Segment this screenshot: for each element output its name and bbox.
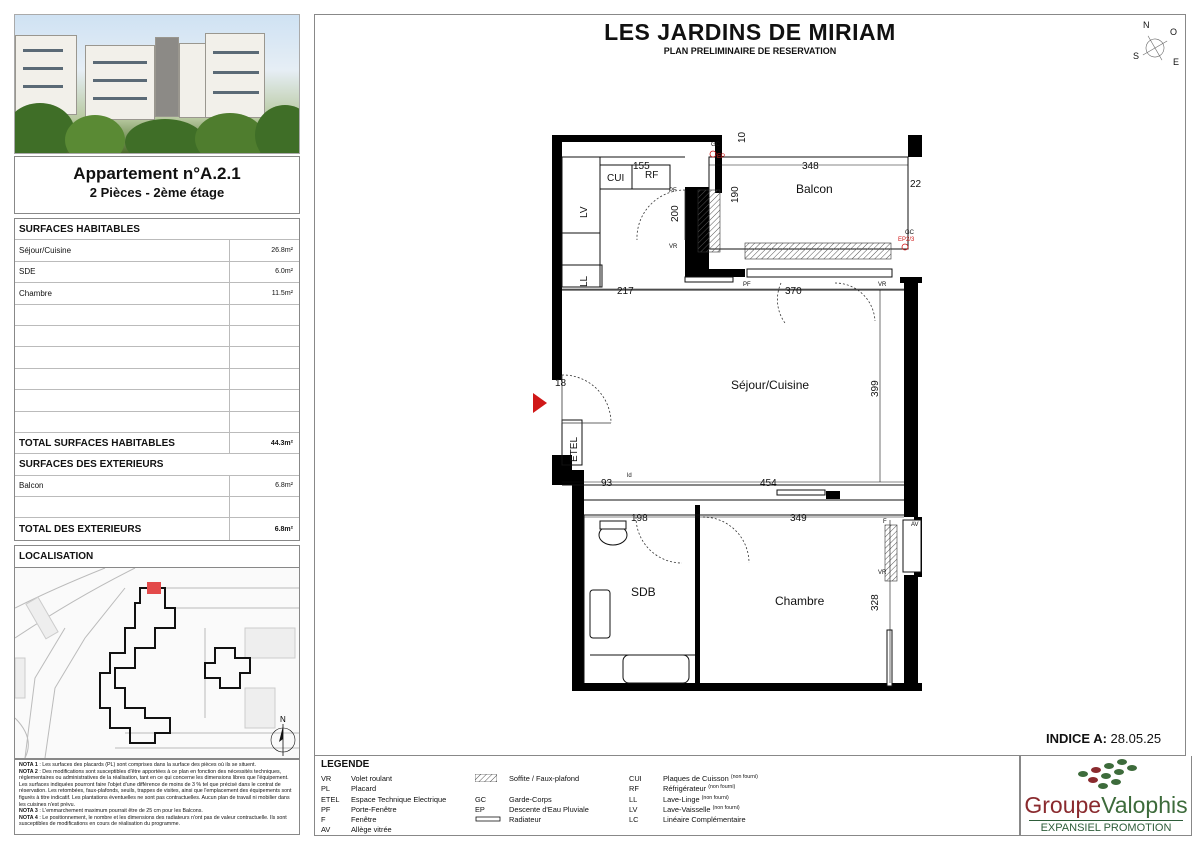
- svg-text:O: O: [1170, 27, 1178, 37]
- surfaces-table: [14, 218, 300, 541]
- soffit: [745, 243, 891, 259]
- svg-text:N: N: [1143, 20, 1150, 30]
- apartment-title: Appartement n°A.2.1: [73, 164, 241, 183]
- radiators: [685, 277, 892, 686]
- plan-frame: [314, 14, 1186, 756]
- north-label: N: [280, 714, 286, 724]
- legend-col-2: Soffite / Faux-plafond GC Garde-Corps EP Descente d'Eau Pluviale Radiateur: [475, 774, 589, 825]
- svg-text:155: 155: [633, 161, 650, 172]
- table-row: [15, 497, 299, 518]
- logo-subtitle: EXPANSIEL PROMOTION: [1029, 820, 1183, 834]
- svg-text:399: 399: [870, 380, 881, 397]
- table-row: [15, 305, 299, 326]
- floor-plan: [315, 15, 1187, 757]
- svg-text:18: 18: [555, 378, 567, 389]
- svg-text:328: 328: [870, 594, 881, 611]
- svg-text:ld: ld: [627, 473, 632, 479]
- info-panel: [14, 14, 300, 759]
- svg-text:348: 348: [802, 161, 819, 172]
- bathroom-fixtures: [590, 521, 689, 683]
- svg-text:22: 22: [910, 179, 922, 190]
- svg-text:VR: VR: [878, 282, 887, 288]
- svg-text:E: E: [1173, 57, 1180, 67]
- apartment-subtitle: 2 Pièces - 2ème étage: [89, 185, 225, 200]
- indice: INDICE A: 28.05.25: [1046, 731, 1162, 746]
- svg-text:454: 454: [760, 478, 777, 489]
- svg-text:PF: PF: [743, 282, 751, 288]
- entry-arrow-icon: [533, 393, 547, 413]
- soffit: [698, 190, 720, 252]
- svg-text:PF: PF: [669, 188, 677, 194]
- svg-text:ETEL: ETEL: [569, 436, 580, 462]
- room-sejour-label: Séjour/Cuisine: [731, 378, 810, 392]
- notes: NOTA 1 : Les surfaces des placards (PL) sont comprises dans la surface des pièces où ils se situent. NOTA 2 : Des modifications sont susceptibles d'être apportées à ce plan en fonction des nécessités techniques, réglementaires ou administratives de la réalisation, tant en ce qui concerne les dimensions libres que l'équipement. Les surfaces indiquées pourront faire l'objet d'une différence de moins de 3 % tel que précisé dans le contrat de réservation. Les retombées, faux-plafonds, seuils, trappes de visites, ainsi que l'emplacement des équipements sont figurés à titre indicatif. Les plantations éventuelles ne sont pas contractuelles. Aucun plan de travail ni mobilier dans les cuisines n'est prévu. NOTA 3 : L'emmarchement maximum pourrait être de 25 cm pour les Balcons. NOTA 4 : Le positionnement, le nombre et les dimensions des radiateurs n'ont pas de valeur contractuelle. Ils sont susceptibles de modifications en cours de réalisation du programme.: [14, 759, 300, 835]
- svg-text:CUI: CUI: [607, 173, 625, 184]
- svg-text:GC: GC: [905, 230, 914, 236]
- legend-title: LEGENDE: [321, 759, 370, 770]
- hatch-icon: [475, 774, 497, 782]
- building-photo: [14, 14, 300, 154]
- svg-text:370: 370: [785, 286, 802, 297]
- localisation-map: [15, 568, 299, 758]
- compass-icon: [1136, 29, 1174, 67]
- svg-text:93: 93: [601, 478, 613, 489]
- svg-text:GC: GC: [711, 142, 720, 148]
- table-row: Séjour/Cuisine 26.8m²: [15, 240, 299, 261]
- svg-text:LV: LV: [579, 206, 590, 218]
- table-row: [15, 326, 299, 347]
- table-row: Chambre 11.5m²: [15, 283, 299, 304]
- table-row: [15, 369, 299, 390]
- total-exterieurs-row: TOTAL DES EXTERIEURS 6.8m²: [15, 518, 299, 539]
- table-row: [15, 412, 299, 433]
- surfaces-exterieurs-header: SURFACES DES EXTERIEURS: [15, 454, 299, 475]
- svg-text:EP: EP: [717, 154, 726, 160]
- table-row: [15, 390, 299, 411]
- svg-text:198: 198: [631, 513, 648, 524]
- svg-text:190: 190: [730, 186, 741, 203]
- svg-text:AV: AV: [911, 522, 919, 528]
- surfaces-habitables-header: SURFACES HABITABLES: [15, 219, 299, 240]
- room-sdb-label: SDB: [631, 585, 656, 599]
- project-title: LES JARDINS DE MIRIAM: [604, 19, 896, 45]
- apartment-location-marker: [147, 582, 161, 594]
- legend-col-1: VR Volet roulant PL Placard ETEL Espace Technique Electrique PF Porte-Fenêtre F Fenêtre AV Allège vitrée: [321, 774, 447, 835]
- site-map: [15, 568, 299, 758]
- room-balcon-label: Balcon: [796, 182, 833, 196]
- north-arrow: [271, 724, 295, 756]
- radiator-icon: [475, 815, 501, 823]
- svg-text:217: 217: [617, 286, 634, 297]
- svg-text:EP2/3: EP2/3: [898, 237, 915, 243]
- svg-text:S: S: [1133, 51, 1140, 61]
- legend-col-3: CUI Plaques de Cuisson (non fourni) RF Réfrigérateur (non fourni) LL Lave-Linge (non fourni) LV Lave-Vaisselle (non fourni) LC Linéaire Complémentaire: [629, 774, 758, 825]
- svg-text:200: 200: [670, 205, 681, 222]
- logo-dots-icon: [1021, 756, 1193, 792]
- total-habitables-row: TOTAL SURFACES HABITABLES 44.3m²: [15, 433, 299, 454]
- legend: [314, 756, 1020, 836]
- svg-text:RF: RF: [645, 170, 659, 181]
- company-logo: [1020, 756, 1192, 836]
- svg-text:VR: VR: [669, 244, 678, 250]
- svg-text:LL: LL: [579, 275, 590, 287]
- soffit: [885, 525, 897, 581]
- localisation-header: LOCALISATION: [15, 546, 299, 568]
- localisation-box: [14, 545, 300, 759]
- svg-text:10: 10: [737, 131, 748, 143]
- project-subtitle: PLAN PRELIMINAIRE DE RESERVATION: [663, 46, 837, 56]
- svg-text:349: 349: [790, 513, 807, 524]
- apartment-header: [14, 156, 300, 214]
- table-row: [15, 347, 299, 368]
- svg-text:VR: VR: [878, 570, 887, 576]
- table-row: Balcon 6.8m²: [15, 476, 299, 497]
- table-row: SDE 6.0m²: [15, 262, 299, 283]
- room-chambre-label: Chambre: [775, 594, 825, 608]
- svg-text:F: F: [883, 519, 887, 525]
- logo-wordmark: GroupeValophis: [1024, 792, 1188, 818]
